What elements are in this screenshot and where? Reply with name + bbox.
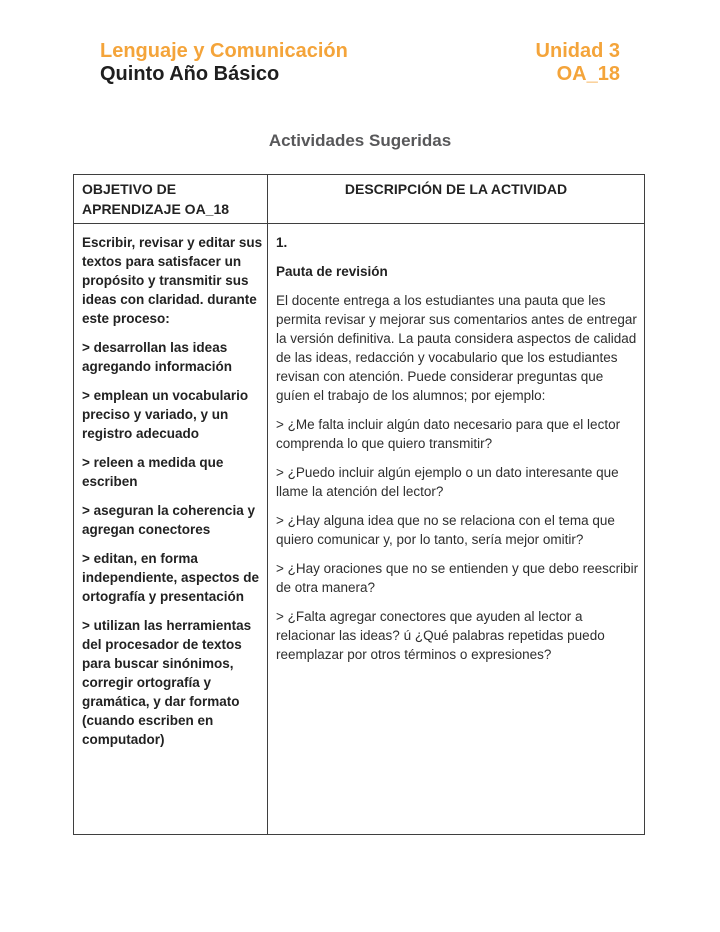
objective-cell: [74, 224, 268, 834]
activity-title: Pauta de revisión: [276, 264, 388, 279]
activity-header-cell: DESCRIPCIÓN DE LA ACTIVIDAD: [344, 181, 568, 197]
objective-bullet: > utilizan las herramientas del procesador de textos para buscar sinónimos, corregir ortografía y gramática, y dar formato (cuando escriben en computador): [82, 618, 252, 747]
document-header: [100, 40, 620, 86]
activity-question: > ¿Hay oraciones que no se entienden y que debo reescribir de otra manera?: [276, 561, 639, 595]
course-title: Lenguaje y Comunicación: [100, 40, 348, 62]
table-body-row: [74, 224, 644, 834]
page-title: Actividades Sugeridas: [268, 131, 452, 150]
activities-table: [73, 174, 645, 835]
activity-question: > ¿Falta agregar conectores que ayuden al lector a relacionar las ideas? ú ¿Qué palabras repetidas puedo reemplazar por otros términos o expresiones?: [276, 609, 605, 662]
objective-intro: Escribir, revisar y editar sus textos para satisfacer un propósito y transmitir sus ideas con claridad. durante este proceso:: [82, 235, 263, 326]
oa-label: OA_18: [556, 63, 620, 85]
activity-question: > ¿Puedo incluir algún ejemplo o un dato interesante que llame la atención del lector?: [276, 465, 619, 499]
header-right-block: [536, 40, 620, 86]
header-left-block: [100, 40, 348, 86]
activity-question: > ¿Hay alguna idea que no se relaciona con el tema que quiero comunicar y, por lo tanto, sería mejor omitir?: [276, 513, 615, 547]
objective-bullet: > releen a medida que escriben: [82, 455, 224, 489]
objective-bullet: > aseguran la coherencia y agregan conectores: [82, 503, 255, 537]
unit-label: Unidad 3: [535, 40, 620, 62]
activity-question: > ¿Me falta incluir algún dato necesario para que el lector comprenda lo que quiero transmitir?: [276, 417, 621, 451]
grade-title: Quinto Año Básico: [100, 63, 280, 85]
objective-bullet: > editan, en forma independiente, aspectos de ortografía y presentación: [82, 551, 260, 604]
objective-bullet: > desarrollan las ideas agregando información: [82, 340, 233, 374]
activity-number: 1.: [276, 235, 288, 250]
activity-cell: [268, 224, 644, 834]
objective-bullet: > emplean un vocabulario preciso y variado, y un registro adecuado: [82, 388, 249, 441]
activity-intro: El docente entrega a los estudiantes una pauta que les permita revisar y mejorar sus comentarios antes de entregar la versión definitiva. La pauta considera aspectos de calidad de las ideas, redacción y vocabulario que los estudiantes revisan con atención. Puede considerar preguntas que guíen el trabajo de los alumnos; por ejemplo:: [276, 293, 637, 403]
objective-header-cell: OBJETIVO DE APRENDIZAJE OA_18: [74, 175, 268, 223]
table-header-row: [74, 175, 644, 224]
